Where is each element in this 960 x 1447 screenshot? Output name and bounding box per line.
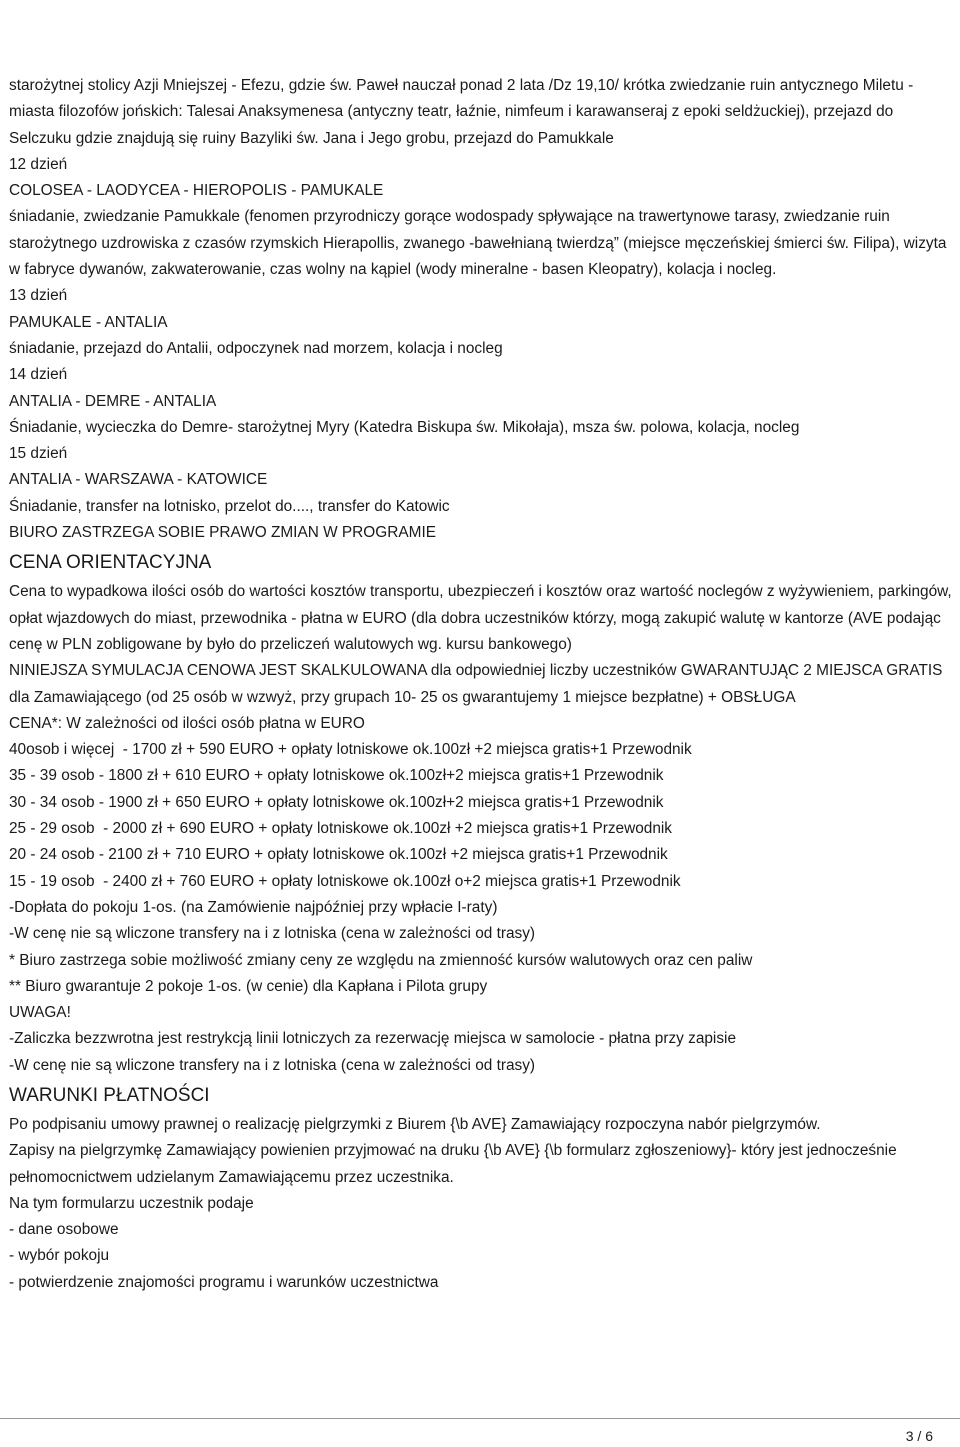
single-rooms-guarantee: ** Biuro gwarantuje 2 pokoje 1-os. (w cenie) dla Kapłana i Pilota grupy xyxy=(9,977,488,995)
price-change-note: * Biuro zastrzega sobie możliwość zmiany ceny ze względu na zmienność kursów walutowych oraz cen paliw xyxy=(9,951,753,969)
price-row: 35 - 39 osob - 1800 zł + 610 EURO + opłaty lotniskowe ok.100zł+2 miejsca gratis+1 Przewodnik xyxy=(9,767,664,785)
program-change-notice: BIURO ZASTRZEGA SOBIE PRAWO ZMIAN W PROGRAMIE xyxy=(9,524,436,542)
day-12-description: śniadanie, zwiedzanie Pamukkale (fenomen przyrodniczy gorące wodospady spływające na trawertynowe tarasy, zwiedzanie ruin starożytnego uzdrowiska z czasów rzymskich Hierapollis, zwanego -bawełnianą twierdzą” (miejsce męczeńskiej śmierci św. Filipa), wizyta w fabryce dywanów, zakwaterowanie, czas wolny na kąpiel (wody mineralne - basen Kleopatry), kolacja i nocleg. xyxy=(9,208,947,279)
price-row: 40osob i więcej - 1700 zł + 590 EURO + opłaty lotniskowe ok.100zł +2 miejsca gratis+1 Przewodnik xyxy=(9,741,692,759)
transfer-note-repeat: -W cenę nie są wliczone transfery na i z lotniska (cena w zależności od trasy) xyxy=(9,1056,536,1074)
payment-paragraph: Po podpisaniu umowy prawnej o realizację pielgrzymki z Biurem {\b AVE} Zamawiający rozpoczyna nabór pielgrzymów. xyxy=(9,1115,821,1133)
day-15-label: 15 dzień xyxy=(9,445,68,463)
transfer-note: -W cenę nie są wliczone transfery na i z lotniska (cena w zależności od trasy) xyxy=(9,925,536,943)
itinerary-intro: starożytnej stolicy Azji Mniejszej - Efezu, gdzie św. Paweł nauczał ponad 2 lata /Dz 19,10/ krótka zwiedzanie ruin antycznego Miletu - miasta filozofów jońskich: Talesai Anaksymenesa (antyczny teatr, łaźnie, nimfeum i karawanseraj z epoki seldżuckiej), przejazd do Selczuku gdzie znajdują się ruiny Bazyliki św. Jana i Jego grobu, przejazd do Pamukkale xyxy=(9,77,914,147)
day-15-route: ANTALIA - WARSZAWA - KATOWICE xyxy=(9,471,268,489)
day-14-description: Śniadanie, wycieczka do Demre- starożytnej Myry (Katedra Biskupa św. Mikołaja), msza św. polowa, kolacja, nocleg xyxy=(9,418,800,436)
day-15-description: Śniadanie, transfer na lotnisko, przelot do...., transfer do Katowic xyxy=(9,497,450,515)
price-heading: CENA ORIENTACYJNA xyxy=(9,552,212,574)
price-row: 30 - 34 osob - 1900 zł + 650 EURO + opłaty lotniskowe ok.100zł+2 miejsca gratis+1 Przewodnik xyxy=(9,793,664,811)
price-row: 25 - 29 osob - 2000 zł + 690 EURO + opłaty lotniskowe ok.100zł +2 miejsca gratis+1 Przewodnik xyxy=(9,820,673,838)
payment-paragraph: Na tym formularzu uczestnik podaje xyxy=(9,1194,254,1212)
price-description: Cena to wypadkowa ilości osób do wartości kosztów transportu, ubezpieczeń i kosztów oraz wartość noclegów z wyżywieniem, parkingów, opłat wjazdowych do miast, przewodnika - płatna w EURO (dla dobra uczestników którzy, mogą zakupić walutę w kantorze (AVE podając cenę w PLN zobligowane by było do przeliczeń walutowych wg. kursu bankowego) xyxy=(9,583,952,653)
list-item: - dane osobowe xyxy=(9,1221,119,1239)
price-label: CENA*: W zależności od ilości osób płatna w EURO xyxy=(9,714,365,732)
footer-divider xyxy=(0,1418,960,1419)
list-item: - wybór pokoju xyxy=(9,1247,110,1265)
day-14-label: 14 dzień xyxy=(9,366,68,384)
price-row: 20 - 24 osob - 2100 zł + 710 EURO + opłaty lotniskowe ok.100zł +2 miejsca gratis+1 Przewodnik xyxy=(9,846,668,864)
list-item: - potwierdzenie znajomości programu i warunków uczestnictwa xyxy=(9,1273,439,1291)
warning-label: UWAGA! xyxy=(9,1004,71,1022)
payment-heading: WARUNKI PŁATNOŚCI xyxy=(9,1084,210,1106)
day-13-label: 13 dzień xyxy=(9,287,68,305)
day-14-route: ANTALIA - DEMRE - ANTALIA xyxy=(9,392,217,410)
payment-paragraph: Zapisy na pielgrzymkę Zamawiający powienien przyjmować na druku {\b AVE} {\b formularz zgłoszeniowy}- który jest jednocześnie pełnomocnictwem udzielanym Zamawiającemu przez uczestnika. xyxy=(9,1142,897,1186)
day-13-route: PAMUKALE - ANTALIA xyxy=(9,313,168,331)
price-simulation-note: NINIEJSZA SYMULACJA CENOWA JEST SKALKULOWANA dla odpowiedniej liczby uczestników GWARANTUJĄC 2 MIEJSCA GRATIS dla Zamawiającego (od 25 osób w wzwyż, przy grupach 10- 25 os gwarantujemy 1 miejsce bezpłatne) + OBSŁUGA xyxy=(9,662,943,706)
day-12-route: COLOSEA - LAODYCEA - HIEROPOLIS - PAMUKALE xyxy=(9,182,384,200)
document-body xyxy=(9,73,954,1296)
day-12-label: 12 dzień xyxy=(9,155,68,173)
price-row: 15 - 19 osob - 2400 zł + 760 EURO + opłaty lotniskowe ok.100zł o+2 miejsca gratis+1 Przewodnik xyxy=(9,872,681,890)
day-13-description: śniadanie, przejazd do Antalii, odpoczynek nad morzem, kolacja i nocleg xyxy=(9,339,503,357)
page-number: 3 / 6 xyxy=(905,1428,933,1444)
single-room-surcharge: -Dopłata do pokoju 1-os. (na Zamówienie najpóźniej przy wpłacie I-raty) xyxy=(9,898,498,916)
deposit-note: -Zaliczka bezzwrotna jest restrykcją linii lotniczych za rezerwację miejsca w samolocie - płatna przy zapisie xyxy=(9,1030,737,1048)
